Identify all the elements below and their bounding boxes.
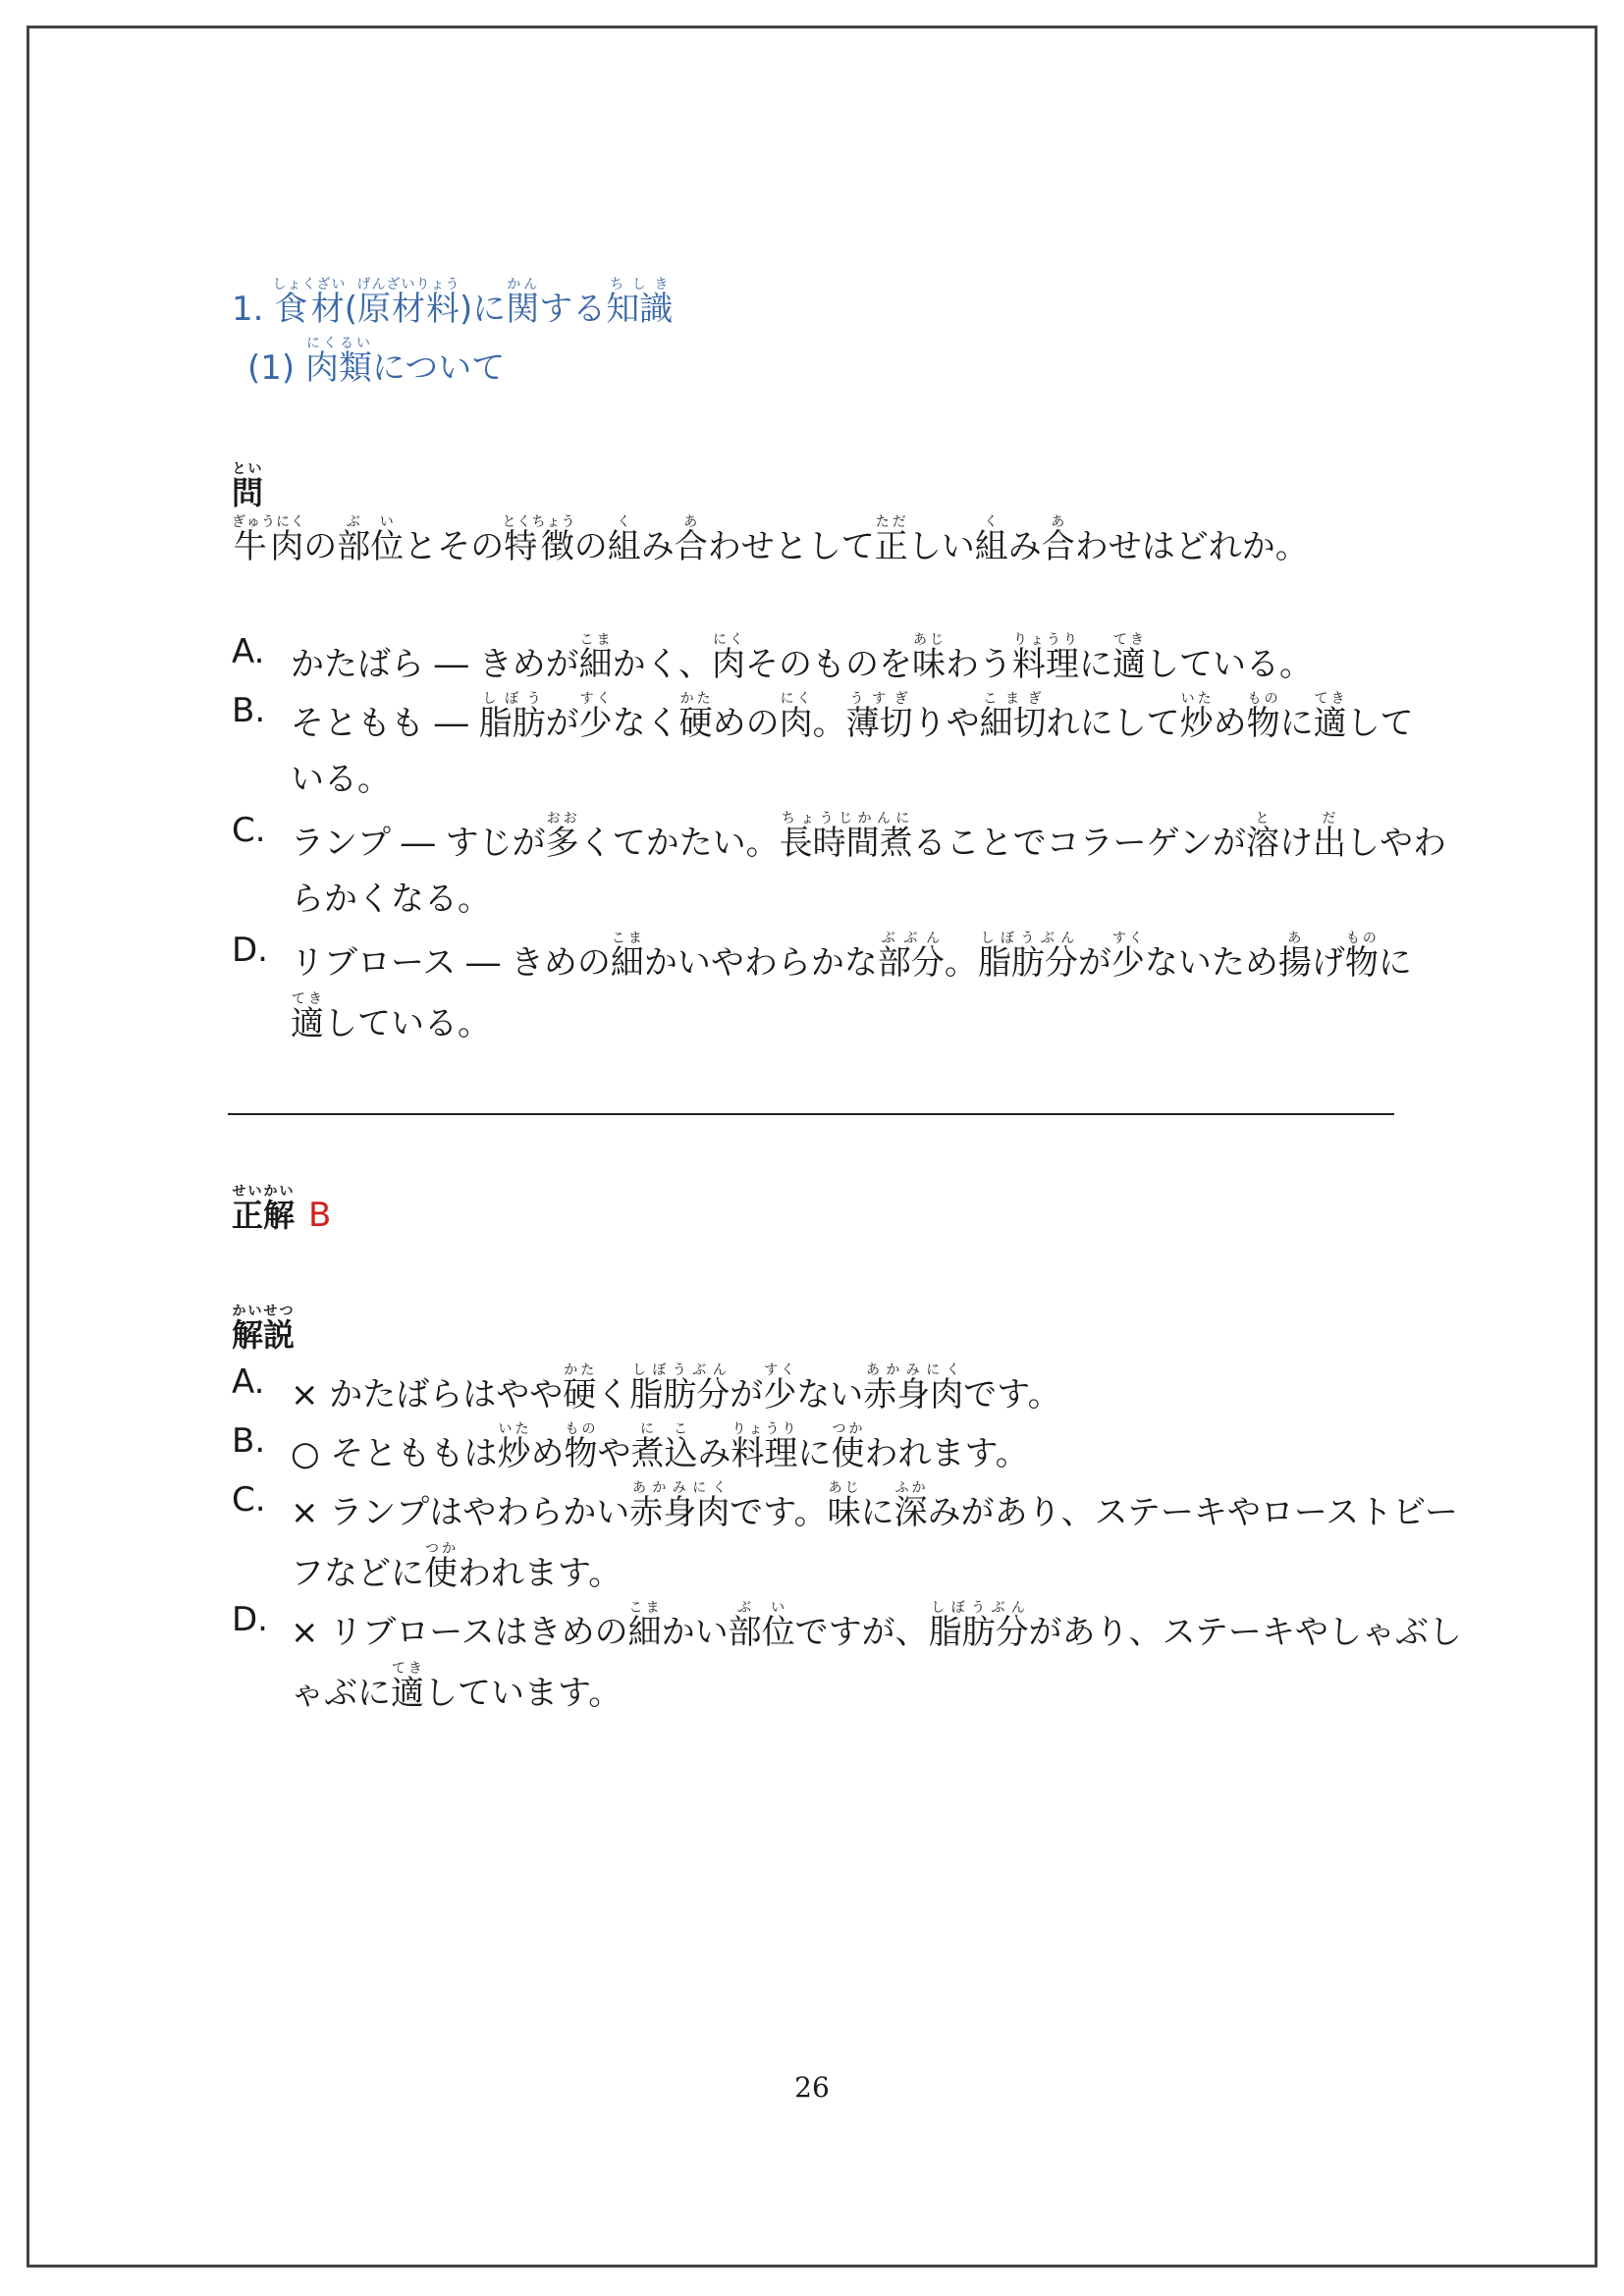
question-text: 牛肉ぎゅうにくの部位ぶいとその特徴とくちょうの組くみ合あわせとして正ただしい組くみ合あわせはどれか。 (232, 514, 1309, 566)
explanation-letter: A. (232, 1362, 265, 1402)
subsection-heading (247, 336, 505, 389)
divider (228, 1113, 1394, 1115)
explanation-text: × かたばらはやや硬かたく脂肪分しぼうぶんが少すくない赤身肉あかみにくです。 (291, 1362, 1061, 1415)
option-text-continued: らかくなる。 (291, 880, 491, 919)
answer-row: 正解せいかいB (232, 1184, 332, 1235)
option-text: リブロース ― きめの細こまかいやわらかな部分ぶぶん。脂肪分しぼうぶんが少すくないため揚あげ物ものに (291, 931, 1412, 983)
explanation-text: ○ そとももは炒いため物ものや煮込にこみ料理りょうりに使つかわれます。 (291, 1421, 1029, 1473)
option-letter: D. (232, 931, 268, 970)
explanation-text-continued: ゃぶに適てきしています。 (291, 1661, 623, 1713)
option-text-continued: 適てきしている。 (291, 991, 491, 1043)
section-title: 食材しょくざい(原材料げんざいりょう)に関かんする知識ちしき (272, 277, 674, 329)
subsection-number: (1) (247, 348, 296, 388)
section-number: 1. (232, 290, 264, 329)
explanation-letter: D. (232, 1600, 268, 1639)
option-text: かたばら ― きめが細こまかく、肉にくそのものを味あじわう料理りょうりに適てきしている。 (291, 632, 1313, 684)
explanation-text: × リブロースはきめの細こまかい部位ぶいですが、脂肪分しぼうぶんがあり、ステーキやしゃぶし (291, 1600, 1462, 1652)
section-heading (232, 277, 673, 330)
explanation-letter: B. (232, 1421, 266, 1461)
subsection-title: 肉類にくるいについて (304, 336, 506, 388)
answer-value: B (308, 1196, 332, 1235)
explanation-letter: C. (232, 1480, 266, 1520)
option-letter: C. (232, 811, 266, 850)
option-letter: A. (232, 632, 265, 671)
answer-label: 正解 (232, 1197, 296, 1234)
option-text: そともも ― 脂肪しぼうが少すくなく硬かための肉にく。薄切うすぎりや細切こまぎれにして炒いため物ものに適てきして (291, 691, 1414, 743)
question-label: 問とい (232, 461, 264, 511)
page-number: 26 (794, 2071, 830, 2104)
explanation-text-continued: フなどに使つかわれます。 (291, 1541, 623, 1593)
explanation-label: 解説かいせつ (232, 1304, 296, 1354)
option-text-continued: いる。 (291, 760, 391, 799)
explanation-text: × ランプはやわらかい赤身肉あかみにくです。味あじに深ふかみがあり、ステーキやローストビー (291, 1480, 1458, 1532)
option-letter: B. (232, 691, 266, 730)
option-text: ランプ ― すじが多おおくてかたい。長時間煮ちょうじかんにることでコラーゲンが溶とけ出だしやわ (291, 811, 1446, 863)
